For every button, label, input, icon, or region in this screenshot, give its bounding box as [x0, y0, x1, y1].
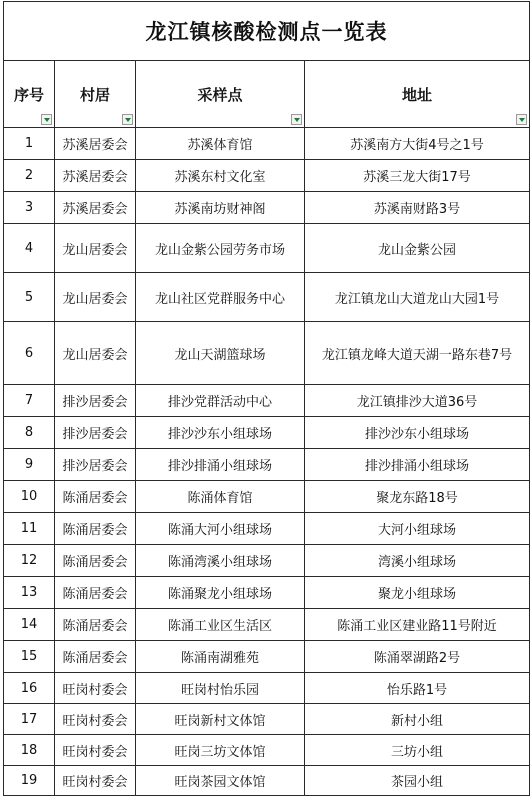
cell-village: 陈涌居委会 [55, 513, 136, 545]
table-row [4, 385, 530, 417]
cell-village: 陈涌居委会 [55, 481, 136, 513]
filter-dropdown-icon[interactable] [41, 114, 52, 125]
table-row [4, 417, 530, 449]
cell-site: 旺岗新村文体馆 [136, 704, 305, 735]
header-seq [4, 61, 55, 128]
cell-seq: 7 [4, 385, 55, 417]
header-village-label: 村居 [79, 85, 110, 104]
cell-village: 苏溪居委会 [55, 128, 136, 160]
cell-village: 陈涌居委会 [55, 641, 136, 673]
table-row [4, 735, 530, 766]
header-address [305, 61, 530, 128]
cell-village: 排沙居委会 [55, 417, 136, 449]
cell-address: 龙山金紫公园 [305, 224, 530, 273]
cell-seq: 10 [4, 481, 55, 513]
cell-address: 龙江镇排沙大道36号 [305, 385, 530, 417]
cell-address: 怡乐路1号 [305, 673, 530, 704]
cell-address: 苏溪三龙大街17号 [305, 160, 530, 192]
cell-seq: 5 [4, 273, 55, 322]
cell-address: 排沙沙东小组球场 [305, 417, 530, 449]
cell-address: 大河小组球场 [305, 513, 530, 545]
cell-seq: 2 [4, 160, 55, 192]
cell-seq: 17 [4, 704, 55, 735]
table-row [4, 449, 530, 481]
cell-seq: 11 [4, 513, 55, 545]
header-site-label: 采样点 [197, 85, 243, 104]
table-row [4, 192, 530, 224]
table-row [4, 128, 530, 160]
filter-dropdown-icon[interactable] [516, 114, 527, 125]
table-row [4, 513, 530, 545]
header-address-label: 地址 [401, 85, 432, 104]
cell-seq: 9 [4, 449, 55, 481]
cell-village: 旺岗村委会 [55, 673, 136, 704]
table-title: 龙江镇核酸检测点一览表 [4, 2, 530, 61]
table-row [4, 673, 530, 704]
cell-address: 陈涌翠湖路2号 [305, 641, 530, 673]
table-row [4, 577, 530, 609]
cell-village: 陈涌居委会 [55, 609, 136, 641]
header-site [136, 61, 305, 128]
table-row [4, 481, 530, 513]
cell-site: 旺岗村怡乐园 [136, 673, 305, 704]
cell-seq: 15 [4, 641, 55, 673]
cell-seq: 18 [4, 735, 55, 766]
cell-site: 陈涌湾溪小组球场 [136, 545, 305, 577]
cell-village: 龙山居委会 [55, 273, 136, 322]
header-village [55, 61, 136, 128]
table-row [4, 160, 530, 192]
filter-dropdown-icon[interactable] [291, 114, 302, 125]
cell-seq: 3 [4, 192, 55, 224]
table-row [4, 322, 530, 385]
cell-seq: 6 [4, 322, 55, 385]
cell-site: 陈涌大河小组球场 [136, 513, 305, 545]
nucleic-acid-sites-table [3, 1, 530, 796]
cell-site: 旺岗茶园文体馆 [136, 766, 305, 796]
table-row [4, 224, 530, 273]
cell-site: 龙山社区党群服务中心 [136, 273, 305, 322]
cell-seq: 8 [4, 417, 55, 449]
table-row [4, 766, 530, 796]
cell-address: 龙江镇龙峰大道天湖一路东巷7号 [305, 322, 530, 385]
table-row [4, 609, 530, 641]
cell-village: 苏溪居委会 [55, 160, 136, 192]
cell-address: 新村小组 [305, 704, 530, 735]
cell-address: 龙江镇龙山大道龙山大园1号 [305, 273, 530, 322]
filter-dropdown-icon[interactable] [122, 114, 133, 125]
cell-village: 龙山居委会 [55, 224, 136, 273]
cell-site: 苏溪南坊财神阁 [136, 192, 305, 224]
cell-village: 龙山居委会 [55, 322, 136, 385]
cell-seq: 13 [4, 577, 55, 609]
cell-seq: 1 [4, 128, 55, 160]
cell-village: 排沙居委会 [55, 449, 136, 481]
cell-site: 陈涌体育馆 [136, 481, 305, 513]
cell-site: 陈涌工业区生活区 [136, 609, 305, 641]
cell-village: 陈涌居委会 [55, 577, 136, 609]
cell-site: 苏溪体育馆 [136, 128, 305, 160]
cell-village: 排沙居委会 [55, 385, 136, 417]
cell-site: 旺岗三坊文体馆 [136, 735, 305, 766]
cell-address: 苏溪南方大街4号之1号 [305, 128, 530, 160]
cell-site: 苏溪东村文化室 [136, 160, 305, 192]
cell-village: 旺岗村委会 [55, 766, 136, 796]
table-row [4, 704, 530, 735]
cell-address: 苏溪南财路3号 [305, 192, 530, 224]
cell-address: 陈涌工业区建业路11号附近 [305, 609, 530, 641]
cell-address: 聚龙东路18号 [305, 481, 530, 513]
cell-village: 旺岗村委会 [55, 735, 136, 766]
cell-seq: 14 [4, 609, 55, 641]
cell-address: 三坊小组 [305, 735, 530, 766]
cell-address: 湾溪小组球场 [305, 545, 530, 577]
cell-address: 茶园小组 [305, 766, 530, 796]
cell-site: 排沙沙东小组球场 [136, 417, 305, 449]
cell-site: 龙山金紫公园劳务市场 [136, 224, 305, 273]
table-row [4, 545, 530, 577]
cell-site: 陈涌南湖雅苑 [136, 641, 305, 673]
cell-site: 排沙排涌小组球场 [136, 449, 305, 481]
cell-seq: 4 [4, 224, 55, 273]
cell-seq: 12 [4, 545, 55, 577]
cell-village: 苏溪居委会 [55, 192, 136, 224]
cell-seq: 16 [4, 673, 55, 704]
cell-site: 排沙党群活动中心 [136, 385, 305, 417]
cell-village: 旺岗村委会 [55, 704, 136, 735]
cell-site: 陈涌聚龙小组球场 [136, 577, 305, 609]
cell-address: 排沙排涌小组球场 [305, 449, 530, 481]
header-seq-label: 序号 [13, 85, 44, 104]
cell-seq: 19 [4, 766, 55, 796]
cell-address: 聚龙小组球场 [305, 577, 530, 609]
table-row [4, 641, 530, 673]
cell-village: 陈涌居委会 [55, 545, 136, 577]
table-row [4, 273, 530, 322]
cell-site: 龙山天湖篮球场 [136, 322, 305, 385]
